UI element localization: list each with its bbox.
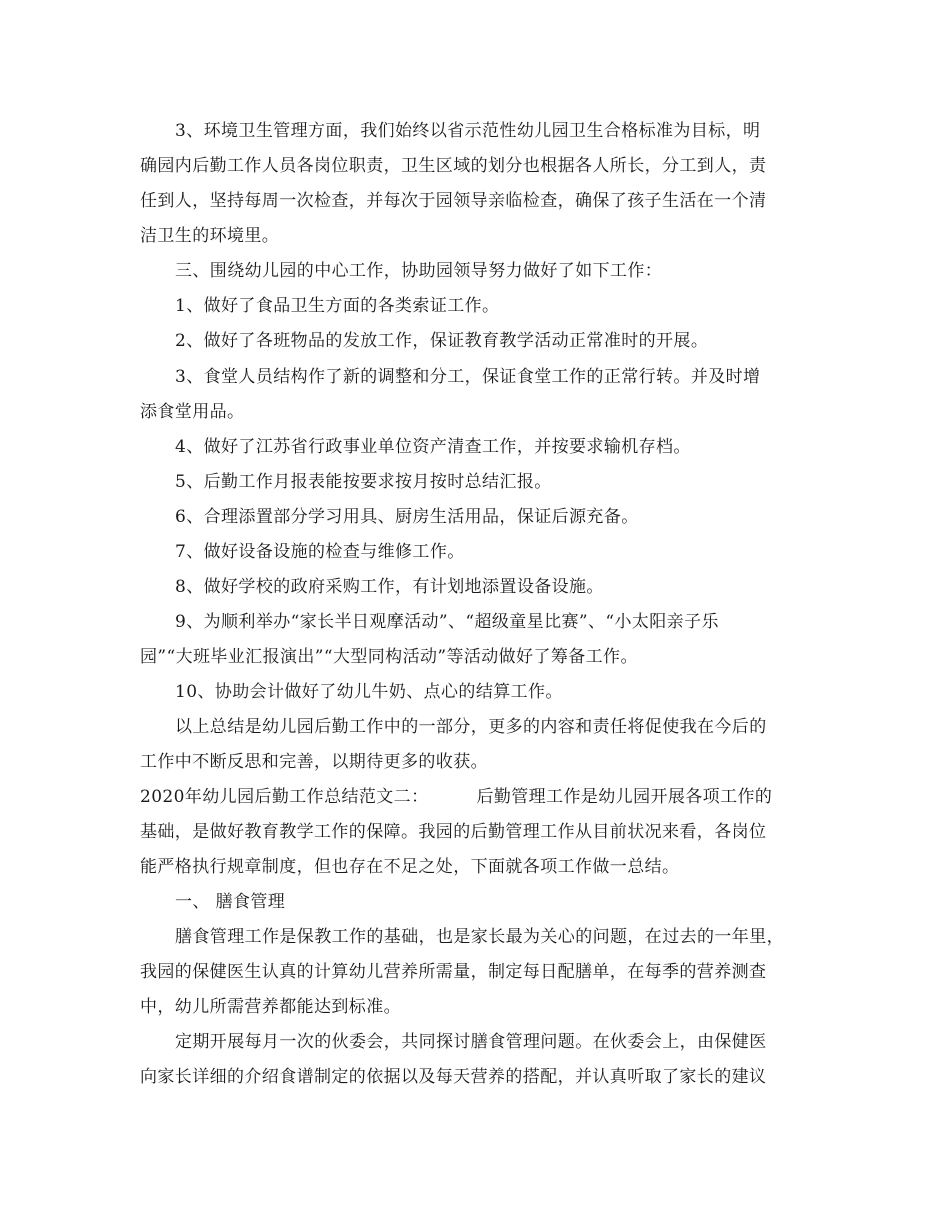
article-title: 2020年幼儿园后勤工作总结范文二：: [140, 787, 429, 807]
list-item: 8、做好学校的政府采购工作，有计划地添置设备设施。: [175, 577, 604, 597]
list-item: 1、做好了食品卫生方面的各类索证工作。: [175, 296, 500, 316]
section-heading: 一、 膳食管理: [175, 892, 286, 912]
section-title-line: [140, 786, 772, 808]
paragraph-line: 任到人，坚持每周一次检查，并每次于园领导亲临检查，确保了孩子生活在一个清: [140, 191, 767, 211]
list-item: 9、为顺利举办“家长半日观摩活动”、“超级童星比赛”、“小太阳亲子乐: [175, 612, 719, 632]
paragraph-line: 3、环境卫生管理方面，我们始终以省示范性幼儿园卫生合格标准为目标，明: [175, 121, 761, 141]
list-item: 7、做好设备设施的检查与维修工作。: [175, 542, 465, 562]
paragraph-line: 基础，是做好教育教学工作的保障。我园的后勤管理工作从目前状况来看，各岗位: [140, 822, 767, 842]
paragraph-start: 后勤管理工作是幼儿园开展各项工作的: [476, 787, 773, 807]
list-item: 4、做好了江苏省行政事业单位资产清查工作，并按要求输机存档。: [175, 437, 691, 457]
list-item: 5、后勤工作月报表能按要求按月按时总结汇报。: [175, 472, 552, 492]
paragraph-line: 工作中不断反思和完善，以期待更多的收获。: [140, 752, 488, 772]
list-item-continuation: 添食堂用品。: [140, 402, 245, 422]
list-item: 2、做好了各班物品的发放工作，保证教育教学活动正常准时的开展。: [175, 331, 709, 351]
paragraph-line: 中，幼儿所需营养都能达到标准。: [140, 997, 401, 1017]
paragraph-line: 能严格执行规章制度，但也存在不足之处，下面就各项工作做一总结。: [140, 857, 680, 877]
paragraph-line: 向家长详细的介绍食谱制定的依据以及每天营养的搭配，并认真听取了家长的建议: [140, 1067, 767, 1087]
list-item: 6、合理添置部分学习用具、厨房生活用品，保证后源充备。: [175, 507, 639, 527]
list-item-continuation: 园”“大班毕业汇报演出”“大型同构活动”等活动做好了筹备工作。: [140, 647, 638, 667]
paragraph-line: 以上总结是幼儿园后勤工作中的一部分，更多的内容和责任将促使我在今后的: [175, 717, 767, 737]
list-item: 10、协助会计做好了幼儿牛奶、点心的结算工作。: [175, 682, 563, 702]
paragraph-line: 我园的保健医生认真的计算幼儿营养所需量，制定每日配膳单，在每季的营养测查: [140, 962, 767, 982]
paragraph-line: 洁卫生的环境里。: [140, 226, 280, 246]
paragraph-line: 确园内后勤工作人员各岗位职责，卫生区域的划分也根据各人所长，分工到人，责: [140, 156, 767, 176]
paragraph-line: 定期开展每月一次的伙委会，共同探讨膳食管理问题。在伙委会上，由保健医: [175, 1032, 767, 1052]
paragraph-line: 膳食管理工作是保教工作的基础，也是家长最为关心的问题，在过去的一年里，: [175, 927, 784, 947]
list-item: 3、食堂人员结构作了新的调整和分工，保证食堂工作的正常行转。并及时增: [175, 367, 761, 387]
section-heading: 三、围绕幼儿园的中心工作，协助园领导努力做好了如下工作：: [175, 261, 663, 281]
